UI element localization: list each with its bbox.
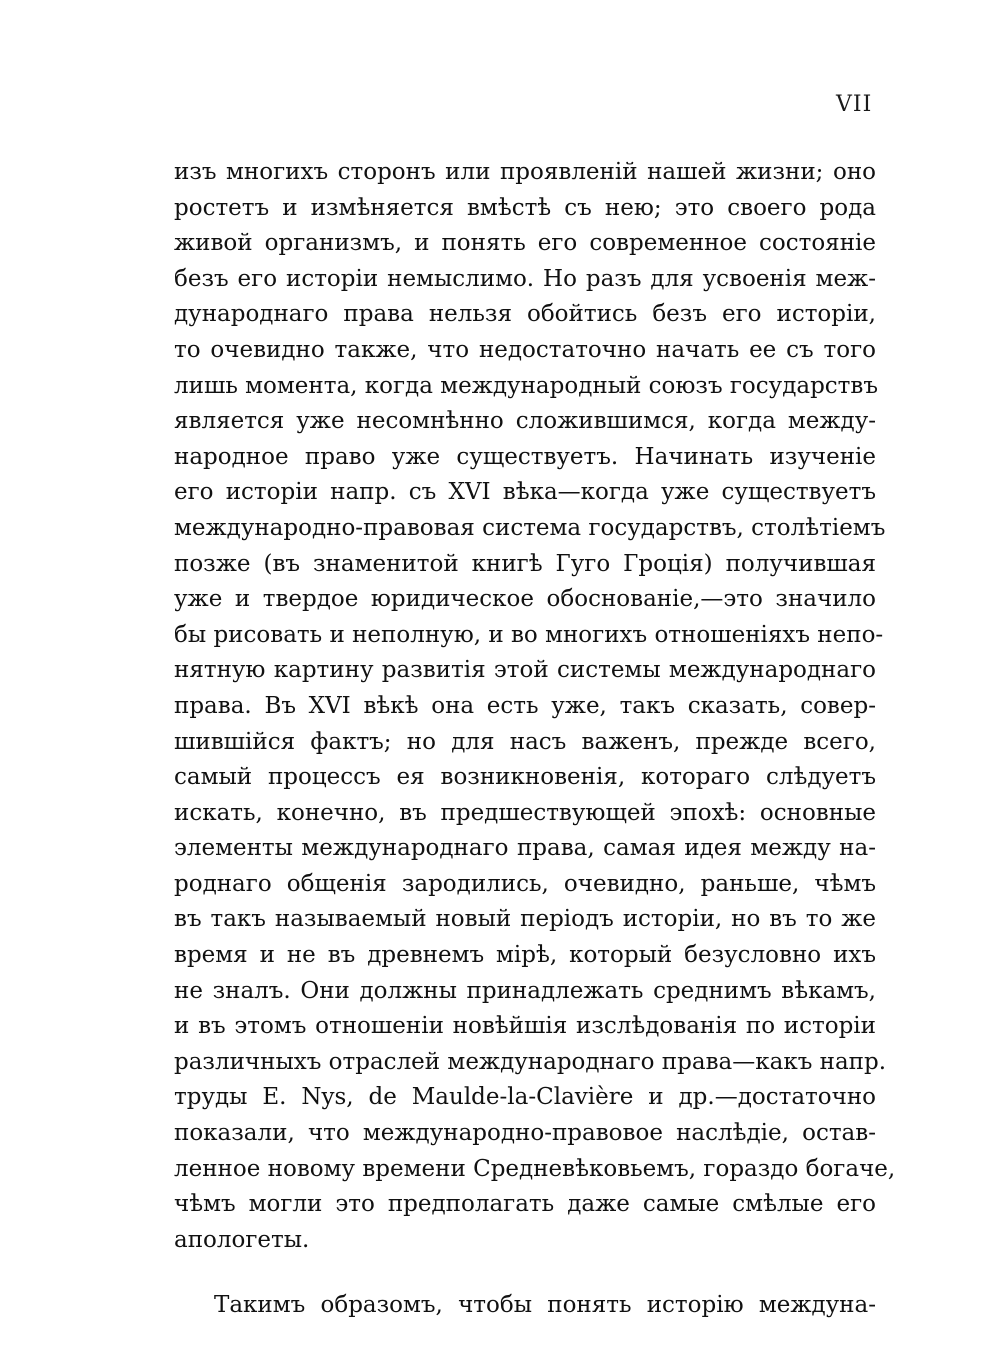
- text-line: искать, конечно, въ предшествующей эпохѣ: основные: [174, 799, 876, 826]
- body-text: [174, 155, 896, 1324]
- text-line: то очевидно также, что недостаточно начать ее съ того: [174, 336, 876, 363]
- text-line: безъ его исторіи немыслимо. Но разъ для усвоенія меж-: [174, 265, 876, 292]
- text-line: ленное новому времени Средневѣковьемъ, гораздо богаче,: [174, 1155, 896, 1182]
- text-line: различныхъ отраслей международнаго права—какъ напр.: [174, 1048, 887, 1075]
- text-line: уже и твердое юридическое обоснованіе,—это значило: [174, 586, 876, 613]
- text-line: время и не въ древнемъ мірѣ, который безусловно ихъ: [174, 942, 876, 969]
- text-line: труды E. Nys, de Maulde-la-Clavière и др.—достаточно: [174, 1084, 876, 1111]
- page-number: VII: [836, 92, 873, 117]
- text-line: дународнаго права нельзя обойтись безъ его исторіи,: [174, 301, 876, 328]
- text-line: лишь момента, когда международный союзъ государствъ: [174, 372, 878, 399]
- text-line: международно-правовая система государствъ, столѣтіемъ: [174, 514, 886, 541]
- text-line: роднаго общенія зародились, очевидно, раньше, чѣмъ: [174, 870, 876, 897]
- text-line: элементы международнаго права, самая идея между на-: [174, 835, 876, 862]
- text-line: является уже несомнѣнно сложившимся, когда между-: [174, 408, 876, 435]
- paragraph-1: [174, 155, 896, 1258]
- text-line: позже (въ знаменитой книгѣ Гуго Гроція) получившая: [174, 550, 876, 577]
- paragraph-gap: [174, 1258, 876, 1288]
- text-line: изъ многихъ сторонъ или проявленій нашей жизни; оно: [174, 159, 876, 185]
- text-line: живой организмъ, и понять его современное состояніе: [174, 230, 876, 257]
- paragraph-2: [174, 1288, 876, 1324]
- text-line: въ такъ называемый новый періодъ исторіи, но въ то же: [174, 906, 876, 933]
- text-line: народное право уже существуетъ. Начинать изученіе: [174, 443, 876, 470]
- text-line: Такимъ образомъ, чтобы понять исторію междуна-: [214, 1292, 876, 1319]
- text-line: и въ этомъ отношеніи новѣйшія изслѣдованія по исторіи: [174, 1013, 876, 1040]
- text-line: его исторіи напр. съ XVI вѣка—когда уже существуетъ: [174, 479, 876, 506]
- text-line: не зналъ. Они должны принадлежать среднимъ вѣкамъ,: [174, 977, 876, 1004]
- text-line: права. Въ XVI вѣкѣ она есть уже, такъ сказать, совер-: [174, 692, 876, 719]
- text-line: самый процессъ ея возникновенія, котораго слѣдуетъ: [174, 764, 876, 791]
- text-line: чѣмъ могли это предполагать даже самые смѣлые его: [174, 1191, 876, 1218]
- text-line: нятную картину развитія этой системы международнаго: [174, 657, 876, 684]
- text-line: ростетъ и измѣняется вмѣстѣ съ нею; это своего рода: [174, 194, 876, 221]
- text-line: шившійся фактъ; но для насъ важенъ, прежде всего,: [174, 728, 876, 755]
- text-line: бы рисовать и неполную, и во многихъ отношеніяхъ непо-: [174, 621, 884, 648]
- text-line: показали, что международно-правовое наслѣдіе, остав-: [174, 1120, 876, 1147]
- text-line: апологеты.: [174, 1226, 310, 1253]
